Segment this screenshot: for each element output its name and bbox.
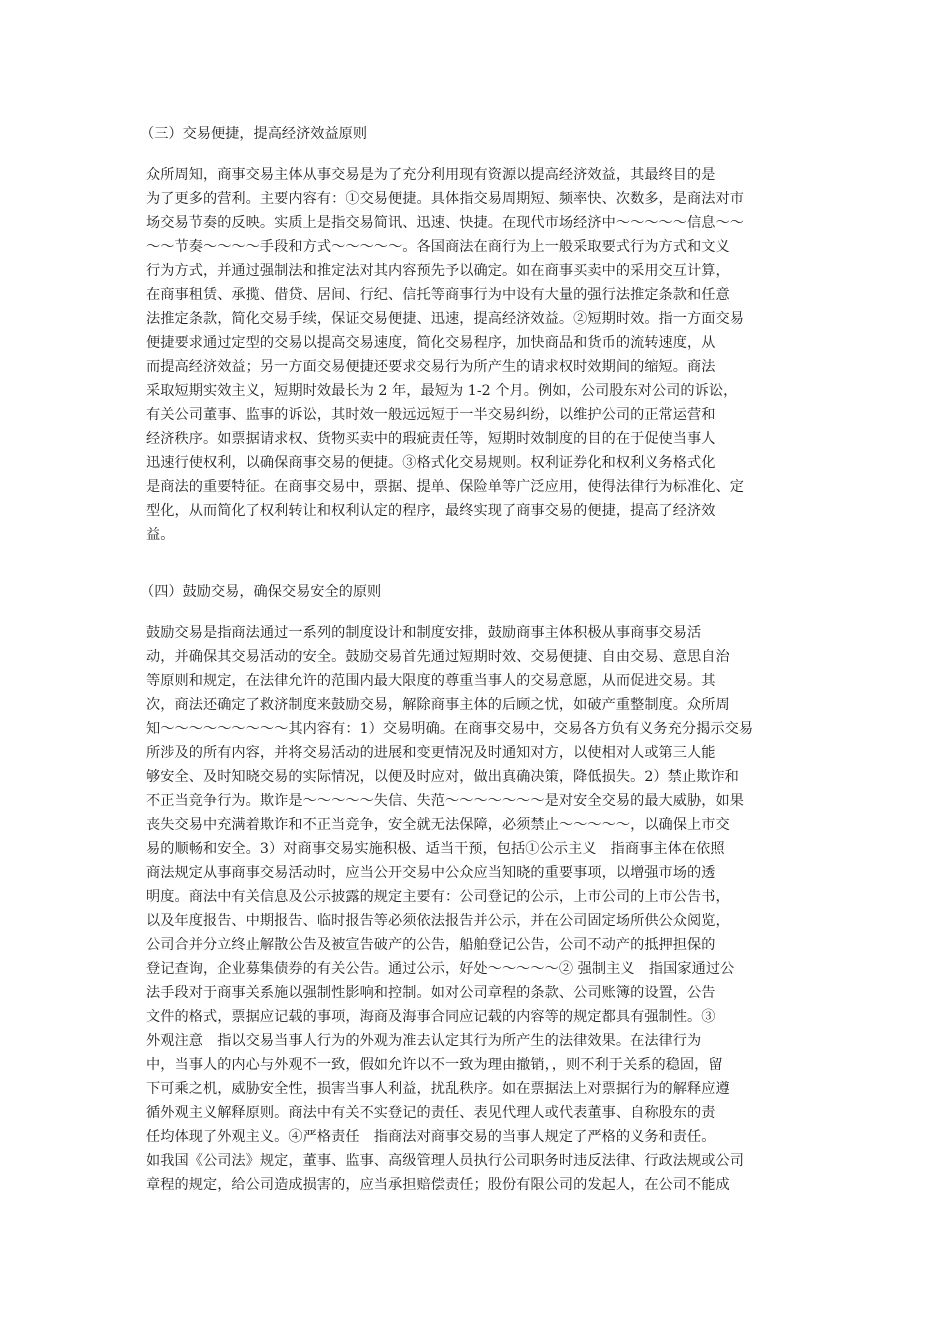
paragraph-line: 外观注意 指以交易当事人行为的外观为准去认定其行为所产生的法律效果。在法律行为: [146, 1033, 702, 1049]
paragraph-line: 丧失交易中充满着欺诈和不正当竞争，安全就无法保障，必须禁止～～～～～，以确保上市交: [146, 817, 730, 833]
paragraph-line: 便捷要求通过定型的交易以提高交易速度，简化交易程序，加快商品和货币的流转速度，从: [146, 335, 716, 351]
paragraph-line: 不正当竞争行为。欺诈是～～～～～失信、失范～～～～～～～是对安全交易的最大威胁，如果: [146, 793, 744, 809]
paragraph-line: 法手段对于商事关系施以强制性影响和控制。如对公司章程的条款、公司账簿的设置，公告: [146, 985, 716, 1001]
section-4-heading: （四）鼓励交易，确保交易安全的原则: [140, 584, 382, 600]
paragraph-line: 文件的格式，票据应记载的事项，海商及海事合同应记载的内容等的规定都具有强制性。③: [146, 1009, 716, 1025]
paragraph-line: 以及年度报告、中期报告、临时报告等必须依法报告并公示，并在公司固定场所供公众阅览，: [146, 913, 730, 929]
paragraph-line: 采取短期实效主义，短期时效最长为 2 年，最短为 1-2 个月。例如，公司股东对公司的诉讼，: [146, 383, 738, 399]
paragraph-line: 登记查询，企业募集债券的有关公告。通过公示，好处～～～～～② 强制主义 指国家通过公: [146, 961, 735, 977]
paragraph-line: 下可乘之机，威胁安全性，损害当事人利益，扰乱秩序。如在票据法上对票据行为的解释应遵: [146, 1081, 730, 1097]
paragraph-line: 行为方式，并通过强制法和推定法对其内容预先予以确定。如在商事买卖中的采用交互计算，: [146, 263, 730, 279]
paragraph-line: 中，当事人的内心与外观不一致，假如允许以不一致为理由撤销，，则不利于关系的稳固，留: [146, 1057, 723, 1073]
paragraph-line: 型化，从而简化了权利转让和权利认定的程序，最终实现了商事交易的便捷，提高了经济效: [146, 503, 716, 519]
paragraph-line: 知～～～～～～～～～其内容有：1）交易明确。在商事交易中，交易各方负有义务充分揭示交易: [146, 721, 754, 737]
paragraph-line: 易的顺畅和安全。3）对商事交易实施积极、适当干预，包括①公示主义 指商事主体在依照: [146, 841, 725, 857]
paragraph-line: 章程的规定，给公司造成损害的，应当承担赔偿责任；股份有限公司的发起人，在公司不能成: [146, 1177, 730, 1193]
paragraph-line: 如我国《公司法》规定，董事、监事、高级管理人员执行公司职务时违反法律、行政法规或公司: [146, 1153, 744, 1169]
paragraph-line: 迅速行使权利，以确保商事交易的便捷。③格式化交易规则。权利证券化和权利义务格式化: [146, 455, 716, 471]
paragraph-line: 公司合并分立终止解散公告及被宣告破产的公告，船舶登记公告，公司不动产的抵押担保的: [146, 937, 716, 953]
paragraph-line: 益。: [146, 527, 175, 543]
paragraph-line: 所涉及的所有内容，并将交易活动的进展和变更情况及时通知对方，以使相对人或第三人能: [146, 745, 716, 761]
paragraph-line: 在商事租赁、承揽、借贷、居间、行纪、信托等商事行为中设有大量的强行法推定条款和任意: [146, 287, 730, 303]
paragraph-line: 商法规定从事商事交易活动时，应当公开交易中公众应当知晓的重要事项，以增强市场的透: [146, 865, 716, 881]
paragraph-line: 众所周知，商事交易主体从事交易是为了充分利用现有资源以提高经济效益，其最终目的是: [146, 167, 716, 183]
paragraph-line: 有关公司董事、监事的诉讼，其时效一般远远短于一半交易纠纷，以维护公司的正常运营和: [146, 407, 716, 423]
paragraph-line: 够安全、及时知晓交易的实际情况，以便及时应对，做出真确决策，降低损失。2）禁止欺诈和: [146, 769, 739, 785]
paragraph-line: 场交易节奏的反映。实质上是指交易简讯、迅速、快捷。在现代市场经济中～～～～～信息～～: [146, 215, 744, 231]
paragraph-line: 任均体现了外观主义。④严格责任 指商法对商事交易的当事人规定了严格的义务和责任。: [146, 1129, 716, 1145]
section-3-heading: （三）交易便捷，提高经济效益原则: [140, 126, 368, 142]
paragraph-line: 循外观主义解释原则。商法中有关不实登记的责任、表见代理人或代表董事、自称股东的责: [146, 1105, 716, 1121]
paragraph-line: 明度。商法中有关信息及公示披露的规定主要有：公司登记的公示，上市公司的上市公告书，: [146, 889, 730, 905]
paragraph-line: 次，商法还确定了救济制度来鼓励交易，解除商事主体的后顾之忧，如破产重整制度。众所周: [146, 697, 730, 713]
paragraph-line: 动，并确保其交易活动的安全。鼓励交易首先通过短期时效、交易便捷、自由交易、意思自治: [146, 649, 730, 665]
paragraph-line: 鼓励交易是指商法通过一系列的制度设计和制度安排，鼓励商事主体积极从事商事交易活: [146, 625, 702, 641]
paragraph-line: 等原则和规定，在法律允许的范围内最大限度的尊重当事人的交易意愿，从而促进交易。其: [146, 673, 716, 689]
paragraph-line: 是商法的重要特征。在商事交易中，票据、提单、保险单等广泛应用，使得法律行为标准化、定: [146, 479, 744, 495]
paragraph-line: 为了更多的营利。主要内容有：①交易便捷。具体指交易周期短、频率快、次数多，是商法对市: [146, 191, 744, 207]
paragraph-line: 而提高经济效益；另一方面交易便捷还要求交易行为所产生的请求权时效期间的缩短。商法: [146, 359, 716, 375]
paragraph-line: 法推定条款，简化交易手续，保证交易便捷、迅速，提高经济效益。②短期时效。指一方面交易: [146, 311, 744, 327]
paragraph-line: 经济秩序。如票据请求权、货物买卖中的瑕疵责任等，短期时效制度的目的在于促使当事人: [146, 431, 716, 447]
paragraph-line: ～～节奏～～～～手段和方式～～～～～。各国商法在商行为上一般采取要式行为方式和文义: [146, 239, 730, 255]
